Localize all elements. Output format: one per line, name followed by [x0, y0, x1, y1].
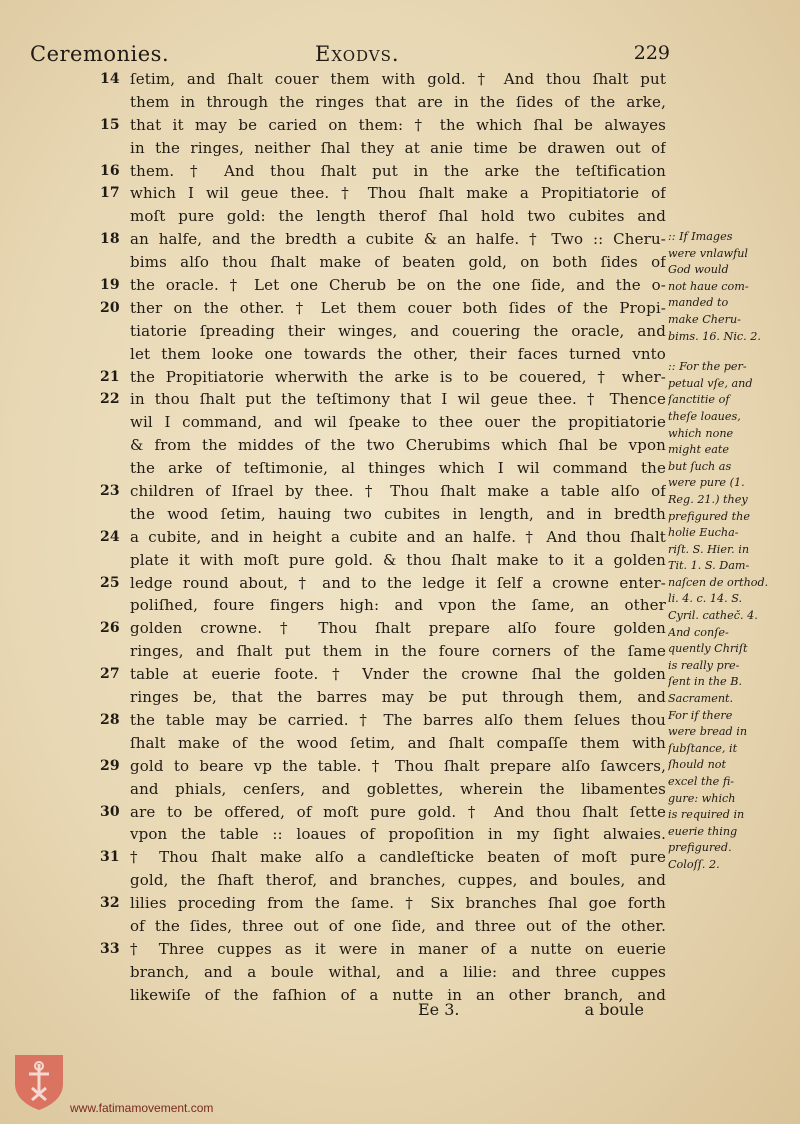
- margin-note-line: naſcen de orthod.: [668, 575, 769, 589]
- text-line: [100, 732, 666, 755]
- verse-text: them in through the ringes that are in the ſides of the arke,: [130, 92, 666, 111]
- verse-number: 32: [100, 895, 120, 912]
- verse-text: likewiſe of the faſhion of a nutte in an other branch, and: [130, 985, 666, 1004]
- verse-text: let them looke one towards the other, their faces turned vnto: [130, 344, 666, 363]
- verse-number: 15: [100, 116, 120, 133]
- verse-text: the wood ſetim, hauing two cubites in length, and in bredth: [130, 504, 666, 523]
- margin-note-line: make Cheru-: [668, 312, 741, 326]
- verse-text: are to be offered, of moſt pure gold. † And thou ſhalt ſette: [130, 802, 666, 821]
- website-link[interactable]: www.fatimamovement.com: [70, 1101, 214, 1115]
- margin-note-line: were bread in: [668, 725, 748, 739]
- verse-number: 23: [100, 483, 120, 500]
- verse-number: 17: [100, 185, 120, 202]
- margin-note-line: riſt. S. Hier. in: [668, 542, 750, 556]
- verse-text: † Three cuppes as it were in maner of a nutte on euerie: [130, 939, 666, 958]
- verse-text: an halfe, and the bredth a cubite & an halfe. † Two :: Cheru-: [130, 230, 666, 249]
- margin-note-line: might eate: [668, 443, 730, 457]
- text-line: [100, 892, 666, 915]
- verse-text: gold, the ſhaft therof, and branches, cuppes, and boules, and: [130, 871, 666, 890]
- margin-note-line: ſubſtance, it: [668, 741, 738, 755]
- text-line: [100, 205, 666, 228]
- verse-text: in the ringes, neither ſhal they at anie time be drawen out of: [130, 138, 666, 157]
- verse-number: 19: [100, 277, 120, 294]
- text-line: [100, 434, 666, 457]
- verse-number: 14: [100, 71, 120, 87]
- text-line: [100, 366, 666, 389]
- margin-note-line: were pure (1.: [668, 476, 745, 490]
- margin-note-line: which none: [668, 426, 734, 440]
- verse-text: golden crowne. † Thou ſhalt prepare alſo foure golden: [130, 619, 666, 638]
- verse-text: children of Iſrael by thee. † Thou ſhalt make a table alſo of: [130, 482, 666, 501]
- header-book-title: Exodvs.: [315, 42, 400, 66]
- text-line: [100, 961, 666, 984]
- text-line: [100, 709, 666, 732]
- verse-text: plate it with moſt pure gold. & thou ſhalt make to it a golden: [130, 550, 666, 569]
- margin-note-line: bims. 16. Nic. 2.: [668, 329, 761, 343]
- margin-note-loaves: [668, 359, 794, 873]
- text-line: [100, 91, 666, 114]
- verse-number: 29: [100, 757, 120, 774]
- margin-note-images: [668, 229, 794, 345]
- verse-number: 20: [100, 299, 120, 316]
- verse-text: lilies proceding from the ſame. † Six branches ſhal goe forth: [130, 894, 666, 913]
- margin-note-line: :: For the per-: [668, 360, 747, 374]
- verse-number: 21: [100, 368, 120, 385]
- text-line: [100, 778, 666, 801]
- text-line: [100, 663, 666, 686]
- verse-text: and phials, cenſers, and goblettes, wherein the libamentes: [130, 779, 666, 798]
- text-line: [100, 228, 666, 251]
- verse-text: table at euerie foote. † Vnder the crowne ſhal the golden: [130, 665, 666, 684]
- margin-note-line: but ſuch as: [668, 459, 732, 473]
- verse-text: the table may be carried. † The barres alſo them ſelues thou: [130, 710, 666, 729]
- verse-number: 30: [100, 803, 120, 820]
- text-line: [100, 320, 666, 343]
- verse-text: ther on the other. † Let them couer both ſides of the Propi-: [130, 298, 666, 317]
- verse-text: in thou ſhalt put the teſtimony that I wil geue thee. † Thence: [130, 390, 666, 409]
- signature-mark: Ee 3.: [418, 1000, 460, 1019]
- verse-text: ſhalt make of the wood ſetim, and ſhalt compaſſe them with: [130, 733, 666, 752]
- text-line: [100, 869, 666, 892]
- margin-note-line: manded to: [668, 296, 729, 310]
- text-line: [100, 846, 666, 869]
- margin-note-line: Cyril. catheč. 4.: [668, 609, 758, 623]
- catchword: a boule: [584, 1000, 644, 1019]
- fatima-shield-logo-icon: [12, 1052, 66, 1112]
- text-line: [100, 457, 666, 480]
- text-line: [100, 297, 666, 320]
- verse-text: tiatorie ſpreading their winges, and couering the oracle, and: [130, 321, 666, 340]
- margin-note-line: theſe loaues,: [668, 409, 741, 423]
- margin-note-line: God would: [668, 263, 729, 277]
- text-line: [100, 503, 666, 526]
- text-line: [100, 801, 666, 824]
- text-line: [100, 594, 666, 617]
- text-line: [100, 480, 666, 503]
- verse-text: the Propitiatorie wherwith the arke is to be couered, † wher-: [130, 367, 666, 386]
- verse-text: & from the middes of the two Cherubims which ſhal be vpon: [130, 436, 666, 455]
- text-line: [100, 823, 666, 846]
- page-number: 229: [633, 42, 670, 64]
- verse-text: the arke of teſtimonie, al thinges which I wil command the: [130, 459, 666, 478]
- margin-note-line: Coloſſ. 2.: [668, 857, 720, 871]
- margin-notes: [668, 229, 794, 874]
- verse-text: that it may be caried on them: † the which ſhal be alwayes: [130, 115, 666, 134]
- verse-text: them. † And thou ſhalt put in the arke the teſtification: [130, 161, 666, 180]
- verse-text: a cubite, and in height a cubite and an halfe. † And thou ſhalt: [130, 527, 666, 546]
- margin-note-line: euerie thing: [668, 824, 738, 838]
- text-line: [100, 686, 666, 709]
- margin-note-line: holie Eucha-: [668, 526, 739, 540]
- margin-note-line: prefigured the: [668, 509, 750, 523]
- margin-note-line: And conſe-: [668, 625, 729, 639]
- verse-text: poliſhed, foure fingers high: and vpon the ſame, an other: [130, 596, 666, 615]
- text-line: [100, 114, 666, 137]
- verse-text: ſetim, and ſhalt couer them with gold. † And thou ſhalt put: [130, 70, 666, 88]
- text-line: [100, 388, 666, 411]
- text-line: [100, 755, 666, 778]
- margin-note-line: excel the fi-: [668, 775, 735, 788]
- verse-text: which I wil geue thee. † Thou ſhalt make a Propitiatorie of: [130, 184, 666, 203]
- header-left-title: Ceremonies.: [30, 42, 170, 66]
- margin-note-line: ſhould not: [668, 758, 727, 772]
- margin-note-line: ſent in the B.: [668, 675, 743, 689]
- verse-number: 27: [100, 666, 120, 683]
- verse-number: 33: [100, 940, 120, 957]
- verse-number: 28: [100, 711, 120, 728]
- margin-note-line: ſanctitie of: [668, 393, 730, 407]
- margin-note-line: For if there: [668, 708, 733, 722]
- verse-text: ringes be, that the barres may be put through them, and: [130, 688, 666, 707]
- verse-number: 18: [100, 231, 120, 248]
- margin-note-line: not haue com-: [668, 279, 749, 293]
- text-line: [100, 572, 666, 595]
- verse-number: 22: [100, 391, 120, 408]
- page-footer: [100, 1000, 666, 1026]
- text-line: [100, 274, 666, 297]
- text-line: [100, 411, 666, 434]
- text-line: [100, 640, 666, 663]
- verse-number: 24: [100, 528, 120, 545]
- verse-text: wil I command, and wil ſpeake to thee ouer the propitiatorie: [130, 413, 666, 432]
- verse-number: 25: [100, 574, 120, 591]
- verse-text: vpon the table :: loaues of propoſition in my ſight alwaies.: [130, 825, 666, 844]
- margin-note-line: prefigured.: [668, 841, 732, 855]
- verse-text: † Thou ſhalt make alſo a candleſticke beaten of moſt pure: [130, 848, 666, 867]
- margin-note-line: is required in: [668, 808, 745, 822]
- margin-note-line: were vnlawful: [668, 246, 748, 260]
- main-text-column: [100, 68, 666, 1007]
- verse-text: gold to beare vp the table. † Thou ſhalt prepare alſo ſawcers,: [130, 756, 666, 775]
- margin-note-line: Sacrament.: [668, 692, 734, 706]
- margin-note-line: quently Chriſt: [668, 642, 748, 656]
- verse-number: 31: [100, 849, 120, 866]
- text-line: [100, 938, 666, 961]
- text-line: [100, 160, 666, 183]
- verse-text: ringes, and ſhalt put them in the foure corners of the ſame: [130, 642, 666, 661]
- text-line: [100, 251, 666, 274]
- margin-note-line: Tit. 1. S. Dam-: [668, 559, 750, 573]
- margin-note-line: is really pre-: [668, 658, 740, 672]
- margin-note-line: li. 4. c. 14. S.: [668, 592, 743, 606]
- verse-number: 26: [100, 620, 120, 637]
- margin-note-line: petual vſe, and: [668, 376, 753, 390]
- verse-text: bims alſo thou ſhalt make of beaten gold, on both ſides of: [130, 253, 666, 272]
- text-line: [100, 526, 666, 549]
- text-line: [100, 182, 666, 205]
- margin-note-line: :: If Images: [668, 230, 733, 243]
- margin-gap: [668, 345, 794, 359]
- margin-note-line: gure: which: [668, 791, 736, 805]
- text-line: [100, 137, 666, 160]
- text-line: [100, 915, 666, 938]
- text-line: [100, 68, 666, 91]
- verse-text: the oracle. † Let one Cherub be on the one ſide, and the o-: [130, 276, 666, 295]
- text-line: [100, 343, 666, 366]
- text-line: [100, 617, 666, 640]
- text-line: [100, 549, 666, 572]
- margin-note-line: Reg. 21.) they: [668, 492, 748, 506]
- verse-text: moſt pure gold: the length therof ſhal hold two cubites and: [130, 207, 666, 226]
- verse-text: branch, and a boule withal, and a lilie: and three cuppes: [130, 962, 666, 981]
- verse-text: of the ſides, three out of one ſide, and three out of the other.: [130, 916, 666, 935]
- verse-text: ledge round about, † and to the ledge it ſelf a crowne enter-: [130, 573, 666, 592]
- verse-number: 16: [100, 162, 120, 179]
